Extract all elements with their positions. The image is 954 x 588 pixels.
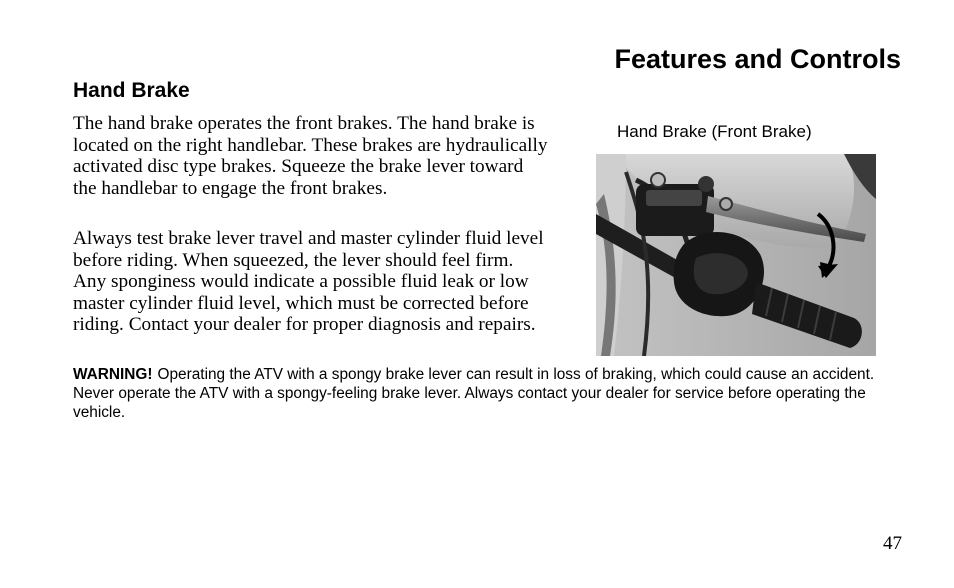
- figure-caption: Hand Brake (Front Brake): [617, 122, 812, 141]
- body-paragraph-1: The hand brake operates the front brakes. The hand brake is located on the right handlebar. These brakes are hydraulically activated disc type brakes. Squeeze the brake lever toward the handlebar to engage the front brakes.: [73, 113, 548, 199]
- page-number: 47: [883, 533, 902, 554]
- warning-label: WARNING!: [73, 366, 153, 383]
- section-title: Features and Controls: [614, 44, 901, 74]
- hand-brake-illustration: [596, 154, 876, 356]
- hand-brake-photo: [596, 154, 876, 356]
- hand-brake-heading: Hand Brake: [73, 79, 190, 102]
- warning-text: Operating the ATV with a spongy brake lever can result in loss of braking, which could cause an accident. Never operate the ATV with a spongy-feeling brake lever. Always contact your dealer for service before operating the vehicle.: [73, 366, 875, 421]
- warning-notice: [73, 365, 893, 422]
- body-paragraph-2: Always test brake lever travel and master cylinder fluid level before riding. When squeezed, the lever should feel firm. Any sponginess would indicate a possible fluid leak or low master cylinder fluid level, which must be corrected before riding. Contact your dealer for proper diagnosis and repairs.: [73, 228, 544, 335]
